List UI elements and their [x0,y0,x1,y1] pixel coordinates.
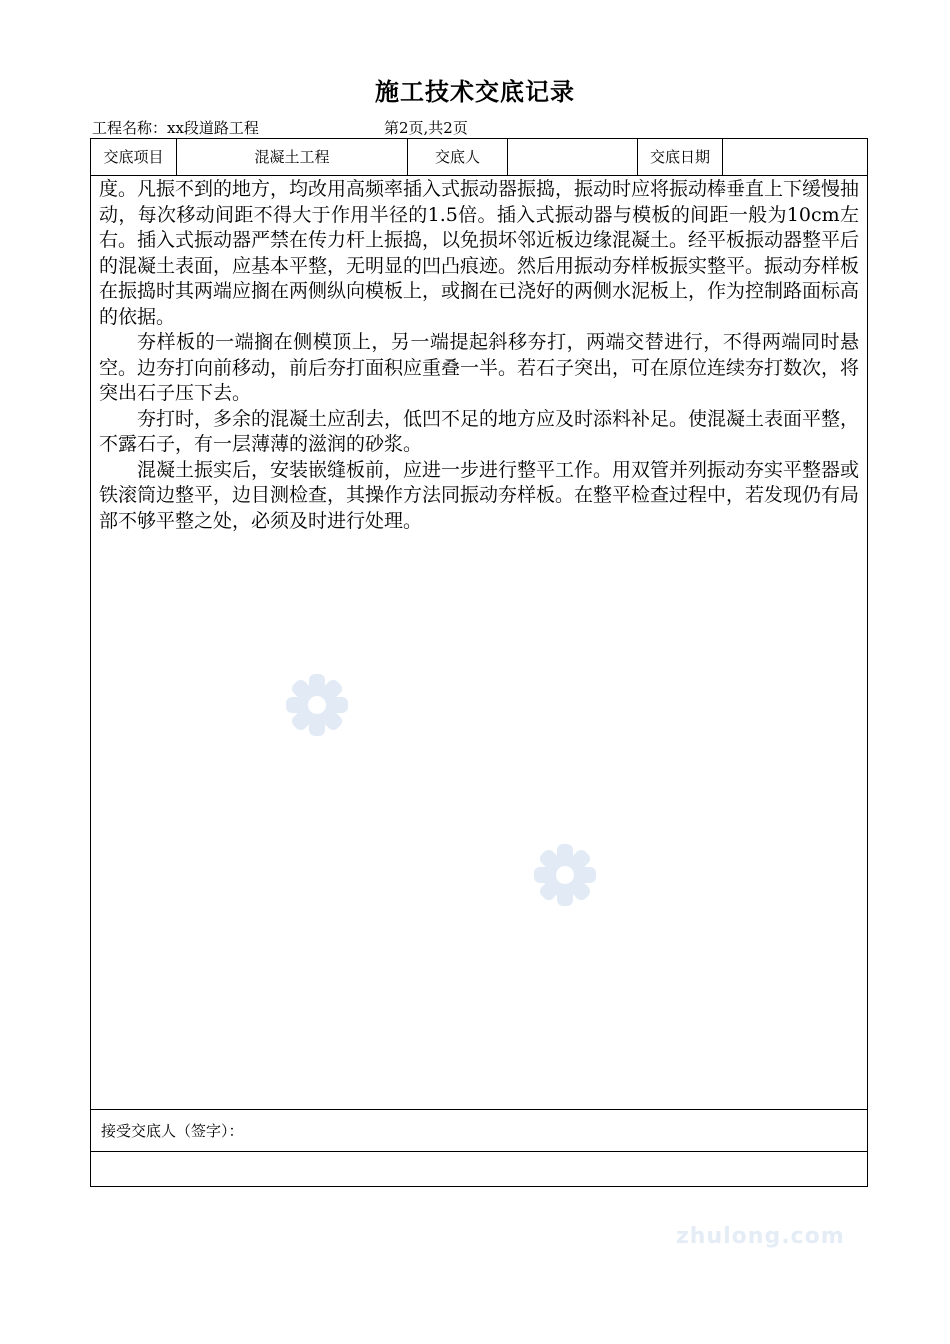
item-label: 交底项目 [103,148,164,166]
content-paragraph: 混凝土振实后，安装嵌缝板前，应进一步进行整平工作。用双管并列振动夯实平整器或铁滚筒边整平，边目测检查，其操作方法同振动夯样板。在整平检查过程中，若发现仍有局部不够平整之处，必须及时进行处理。 [99,458,860,532]
content-paragraph: 度。凡振不到的地方，均改用高频率插入式振动器振捣，振动时应将振动棒垂直上下缓慢抽动，每次移动间距不得大于作用半径的1.5倍。插入式振动器与模板的间距一般为10cm左右。插入式振动器严禁在传力杆上振捣，以免损坏邻近板边缘混凝土。经平板振动器整平后的混凝土表面，应基本平整，无明显的凹凸痕迹。然后用振动夯样板振实整平。振动夯样板在振捣时其两端应搁在两侧纵向模板上，或搁在已浇好的两侧水泥板上，作为控制路面标高的依据。 [99,178,860,328]
content-paragraph: 夯打时，多余的混凝土应刮去，低凹不足的地方应及时添料补足。使混凝土表面平整，不露石子，有一层薄薄的滋润的砂浆。 [99,407,860,455]
person-label: 交底人 [434,148,480,166]
receiver-signature-label: 接受交底人（签字）： [101,1122,244,1140]
watermark-text: zhulong.com [676,1224,845,1249]
row-divider [91,175,867,176]
row-divider [91,1109,867,1110]
date-label: 交底日期 [649,148,710,166]
row-divider [91,1151,867,1152]
snowflake-watermark-icon [530,840,600,910]
project-name: 工程名称：xx段道路工程 [92,119,259,137]
record-table [90,138,868,1187]
item-value: 混凝土工程 [254,148,330,166]
date-value[interactable] [723,139,867,175]
document-title: 施工技术交底记录 [375,77,575,106]
disclosure-content [99,177,859,534]
person-value[interactable] [508,139,637,175]
content-paragraph: 夯样板的一端搁在侧模顶上，另一端提起斜移夯打，两端交替进行，不得两端同时悬空。边夯打向前移动，前后夯打面积应重叠一半。若石子突出，可在原位连续夯打数次，将突出石子压下去。 [99,331,860,404]
page-info: 第2页,共2页 [384,119,468,137]
snowflake-watermark-icon [282,670,352,740]
